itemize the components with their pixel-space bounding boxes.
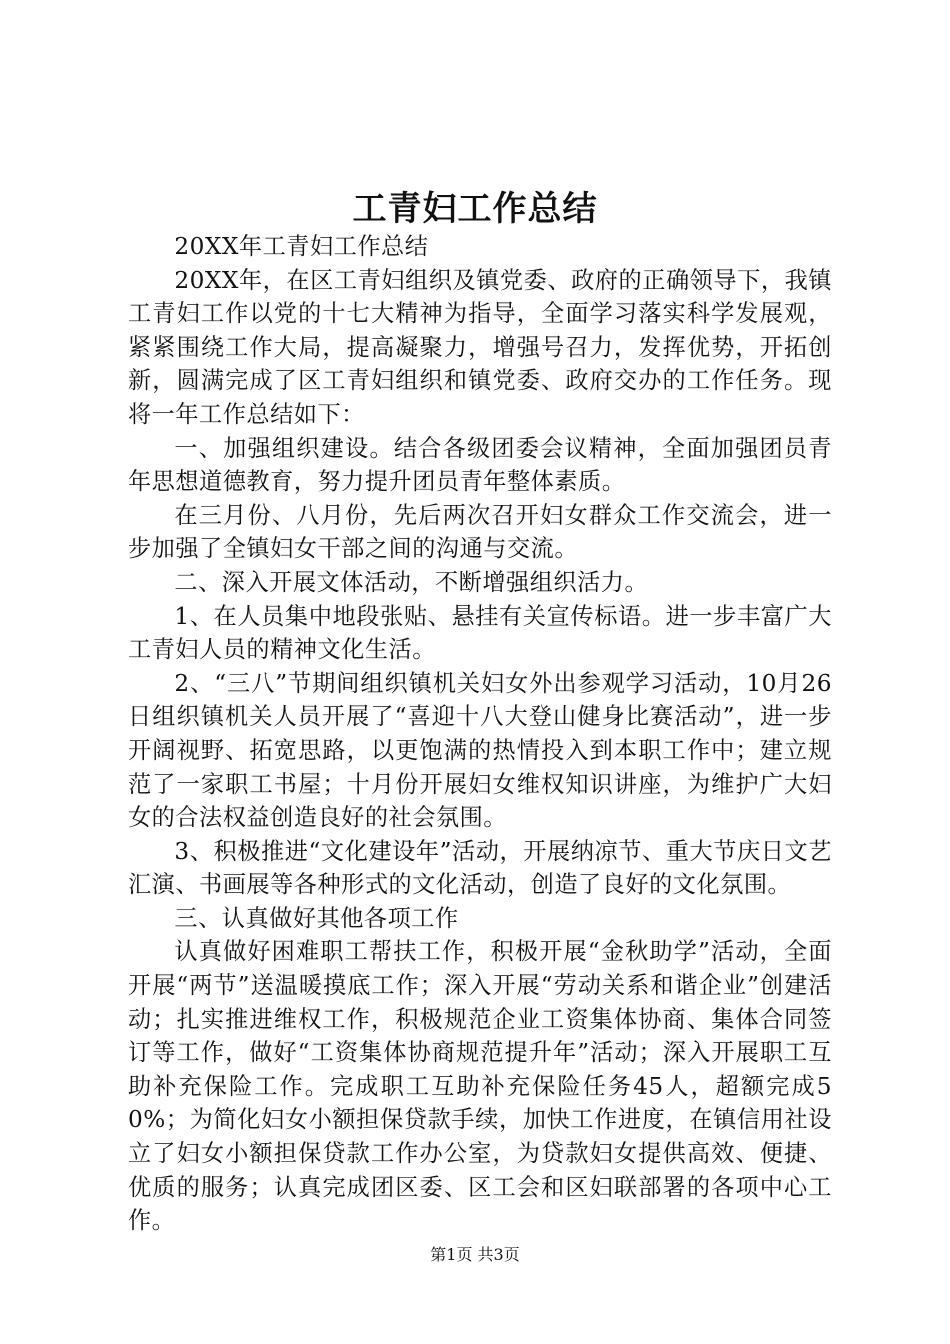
paragraph-section-3-detail: 认真做好困难职工帮扶工作，积极开展“金秋助学”活动，全面开展“两节”送温暖摸底工作；深入开展“劳动关系和谐企业”创建活动；扎实推进维权工作，积极规范企业工资集体协商、集体合同签订等工作，做好“工资集体协商规范提升年”活动；深入开展职工互助补充保险工作。完成职工互助补充保险任务45人，超额完成50%；为简化妇女小额担保贷款手续，加快工作进度，在镇信用社设立了妇女小额担保贷款工作办公室，为贷款妇女提供高效、便捷、优质的服务；认真完成团区委、区工会和区妇联部署的各项中心工作。 — [128, 938, 832, 1235]
paragraph-section-1-detail: 在三月份、八月份，先后两次召开妇女群众工作交流会，进一步加强了全镇妇女干部之间的沟通与交流。 — [128, 501, 832, 563]
paragraph-section-2: 二、深入开展文体活动，不断增强组织活力。 — [174, 568, 649, 596]
paragraph-section-1: 一、加强组织建设。结合各级团委会议精神，全面加强团员青年思想道德教育，努力提升团员青年整体素质。 — [128, 434, 832, 496]
page-footer: 第1页 共3页 — [430, 1245, 520, 1264]
document-title: 工青妇工作总结 — [352, 189, 598, 229]
paragraph-section-2-item-3: 3、积极推进“文化建设年”活动，开展纳凉节、重大节庆日文艺汇演、书画展等各种形式的文化活动，创造了良好的文化氛围。 — [128, 837, 832, 899]
paragraph-section-3: 三、认真做好其他各项工作 — [174, 904, 459, 932]
document-body — [128, 230, 832, 1238]
paragraph-heading: 20XX年工青妇工作总结 — [174, 233, 429, 260]
paragraph-intro: 20XX年，在区工青妇组织及镇党委、政府的正确领导下，我镇工青妇工作以党的十七大精神为指导，全面学习落实科学发展观，紧紧围绕工作大局，提高凝聚力，增强号召力，发挥优势，开拓创新，圆满完成了区工青妇组织和镇党委、政府交办的工作任务。现将一年工作总结如下： — [128, 266, 832, 428]
paragraph-section-2-item-1: 1、在人员集中地段张贴、悬挂有关宣传标语。进一步丰富广大工青妇人员的精神文化生活。 — [128, 602, 832, 664]
paragraph-section-2-item-2: 2、“三八”节期间组织镇机关妇女外出参观学习活动，10月26日组织镇机关人员开展了“喜迎十八大登山健身比赛活动”，进一步开阔视野、拓宽思路，以更饱满的热情投入到本职工作中；建立规范了一家职工书屋；十月份开展妇女维权知识讲座，为维护广大妇女的合法权益创造良好的社会氛围。 — [128, 669, 832, 832]
